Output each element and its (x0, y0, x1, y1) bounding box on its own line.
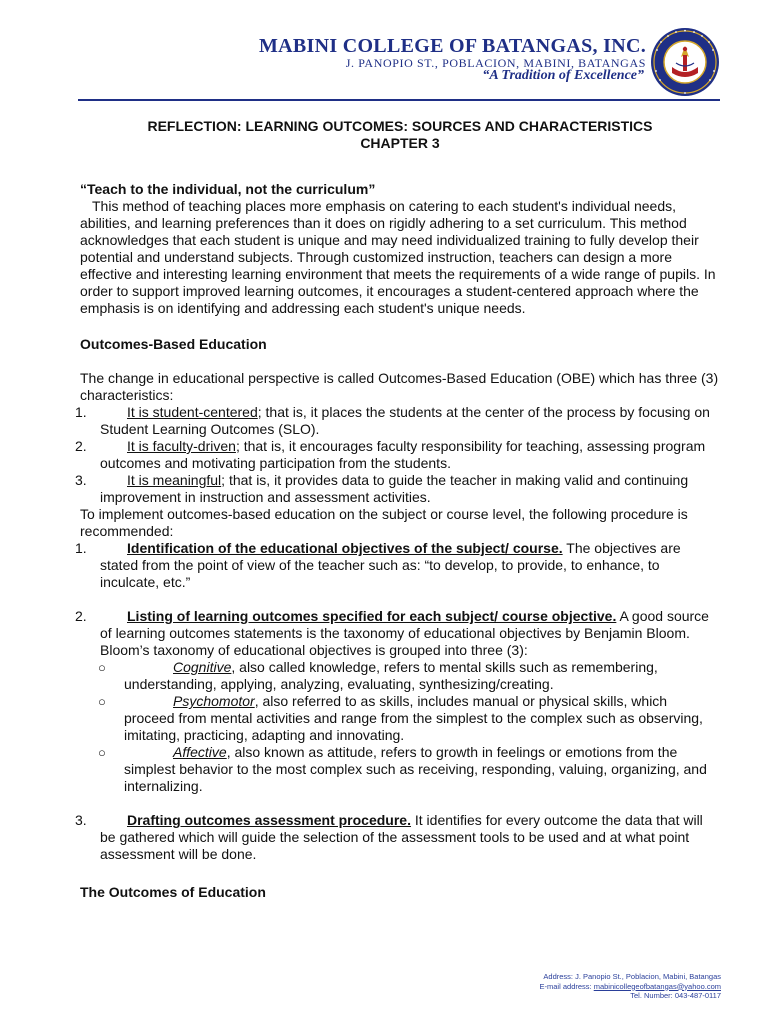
characteristic-text: ; that is, it places the students at the center of the process by focusing on Student Learning Outcomes (SLO). (100, 404, 710, 437)
domain-text: , also referred to as skills, includes manual or physical skills, which proceed from mental activities and range from the simplest to the complex such as observing, imitating, practicing, adapting and innovating. (124, 693, 703, 743)
domain-term: Affective (173, 744, 227, 760)
footer-email-line (540, 982, 721, 992)
list-item (75, 608, 720, 795)
list-number: 1. (75, 540, 87, 556)
procedure-text: The objectives are stated from the point of view of the teacher such as: “to develop, to provide, to enhance, to inculcate, etc.” (100, 540, 681, 590)
list-item (100, 693, 720, 744)
procedure-term: Identification of the educational objectives of the subject/ course. (127, 540, 563, 556)
obe-heading: Outcomes-Based Education (80, 336, 267, 352)
domain-text: , also called knowledge, refers to mental skills such as remembering, understanding, applying, analyzing, evaluating, synthesizing/creating. (124, 659, 658, 692)
list-number: 1. (75, 404, 87, 420)
list-number: 3. (75, 472, 87, 488)
list-item (75, 438, 720, 472)
procedure-term: Listing of learning outcomes specified for each subject/ course objective. (127, 608, 617, 624)
document-body (75, 118, 720, 901)
characteristics-list (75, 404, 720, 506)
bloom-domains-list (100, 659, 720, 795)
domain-text: , also known as attitude, refers to growth in feelings or emotions from the simplest behavior to the most complex such as receiving, responding, valuing, organizing, and internalizing. (124, 744, 707, 794)
list-number: 3. (75, 812, 87, 828)
list-number: 2. (75, 608, 87, 624)
characteristic-term: It is student-centered (127, 404, 258, 420)
domain-term: Psychomotor (173, 693, 255, 709)
procedure-text: It identifies for every outcome the data that will be gathered which will guide the selection of the assessment tools to be used and at what point assessment will be done. (100, 812, 703, 862)
school-motto: “A Tradition of Excellence” (482, 68, 644, 83)
procedure-intro: To implement outcomes-based education on the subject or course level, the following procedure is recommended: (80, 506, 688, 539)
list-item (75, 404, 720, 438)
list-item (75, 812, 720, 863)
header-divider (78, 99, 720, 101)
school-address: J. PANOPIO ST., POBLACION, MABINI, BATANGAS (345, 56, 646, 70)
procedure-text: A good source of learning outcomes statements is the taxonomy of educational objectives by Benjamin Bloom. Bloom’s taxonomy of educational objectives is grouped into three (3): (100, 608, 709, 658)
footer-phone: Tel. Number: 043-487-0117 (630, 991, 721, 1000)
list-item (100, 744, 720, 795)
list-item (100, 659, 720, 693)
bullet-icon: ○ (98, 745, 106, 760)
list-number: 2. (75, 438, 87, 454)
footer-address: Address: J. Panopio St., Poblacion, Mabini, Batangas (543, 972, 721, 981)
quote-heading: “Teach to the individual, not the curriculum” (80, 181, 376, 197)
school-name: MABINI COLLEGE OF BATANGAS, INC. (258, 35, 646, 57)
characteristic-text: ; that is, it encourages faculty responsibility for teaching, assessing program outcomes and motivating participation from the students. (100, 438, 706, 471)
letterhead (0, 0, 768, 110)
bullet-icon: ○ (98, 660, 106, 675)
outcomes-heading: The Outcomes of Education (80, 884, 266, 900)
document-title (80, 118, 720, 152)
characteristic-term: It is faculty-driven (127, 438, 236, 454)
title-line: REFLECTION: LEARNING OUTCOMES: SOURCES AND CHARACTERISTICS (147, 118, 653, 134)
characteristic-term: It is meaningful (127, 472, 222, 488)
characteristic-text: ; that is, it provides data to guide the teacher in making valid and continuing improvement in instruction and assessment activities. (100, 472, 689, 505)
procedure-list (75, 540, 720, 863)
chapter-line: CHAPTER 3 (360, 135, 440, 151)
footer-email-link[interactable]: mabinicollegeofbatangas@yahoo.com (593, 981, 721, 991)
list-item (75, 540, 720, 591)
procedure-term: Drafting outcomes assessment procedure. (127, 812, 411, 828)
school-seal-icon (650, 27, 720, 97)
intro-paragraph: This method of teaching places more emphasis on catering to each student's individual needs, abilities, and learning preferences than it does on rigidly adhering to a set curriculum. This method acknowledges that each student is unique and may need individualized training to fully develop their potential and understand subjects. Through customized instruction, teachers can design a more effective and interesting learning environment that meets the requirements of a wide range of pupils. In order to support improved learning outcomes, it encourages a student-centered approach where the emphasis is on identifying and addressing each student's unique needs. (80, 198, 716, 316)
obe-intro: The change in educational perspective is called Outcomes-Based Education (OBE) which has three (3) characteristics: (80, 370, 719, 403)
footer-email-label: E-mail address: (539, 981, 592, 991)
list-item (75, 472, 720, 506)
bullet-icon: ○ (98, 694, 106, 709)
domain-term: Cognitive (173, 659, 232, 675)
footer-contact (540, 972, 721, 1001)
